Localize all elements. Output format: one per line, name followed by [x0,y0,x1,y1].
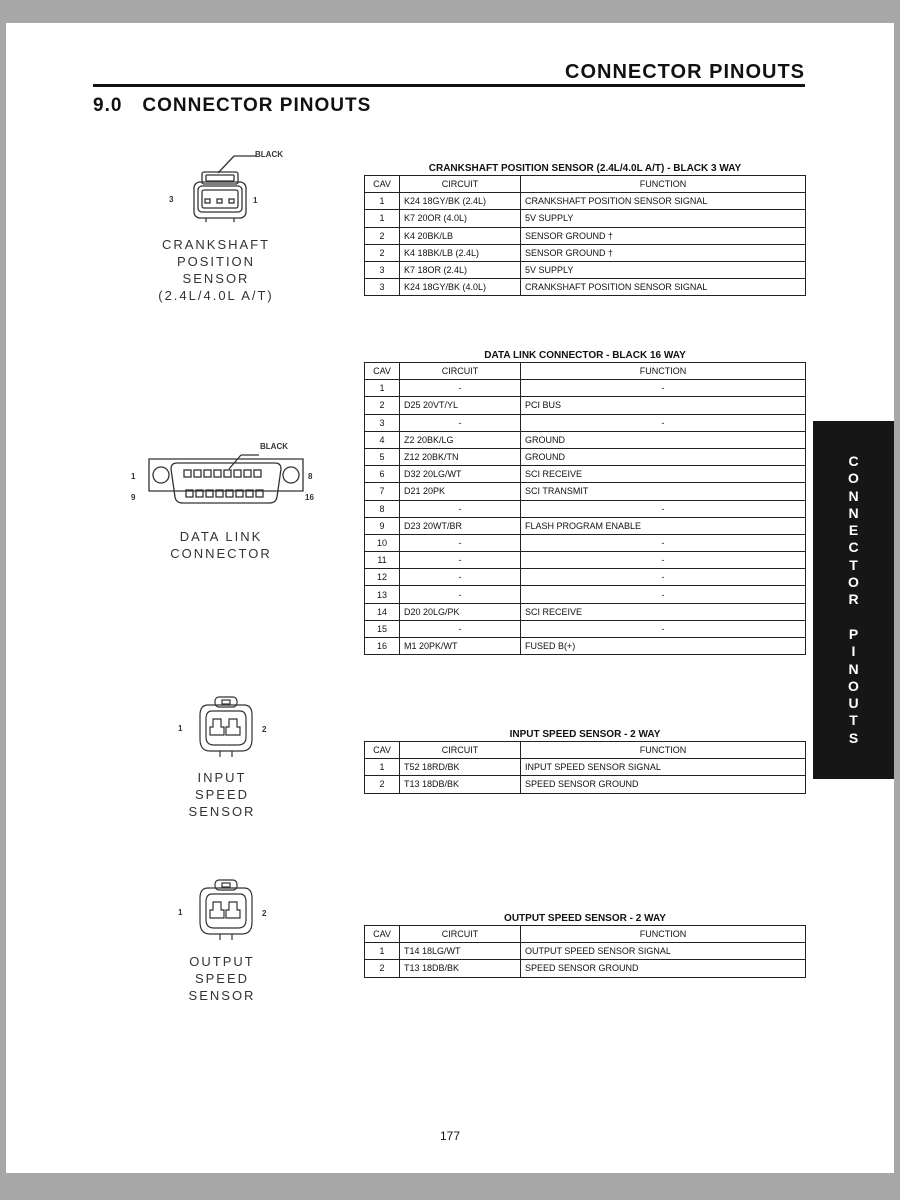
cell-function: SCI RECEIVE [521,466,806,483]
cell-function: - [521,534,806,551]
input-diagram-label [162,769,282,820]
cell-circuit: - [400,534,521,551]
cell-cav: 16 [365,638,400,655]
table-row [365,380,806,397]
cell-cav: 1 [365,210,400,227]
output-pin-2: 2 [262,909,267,918]
crank-table-title: CRANKSHAFT POSITION SENSOR (2.4L/4.0L A/T) - BLACK 3 WAY [428,163,742,174]
input-pinout-table [364,741,806,794]
cell-function: 5V SUPPLY [521,261,806,278]
side-tab-letter: C [848,539,859,556]
cell-function: SCI TRANSMIT [521,483,806,500]
cell-function: - [521,380,806,397]
cell-circuit: D23 20WT/BR [400,517,521,534]
cell-function: CRANKSHAFT POSITION SENSOR SIGNAL [521,193,806,210]
output-pin-1: 1 [178,908,183,917]
side-tab-letter: N [848,504,859,521]
side-tab-letter: N [848,660,859,677]
cell-circuit: T13 18DB/BK [400,776,521,793]
table-row [365,569,806,586]
input-speed-sensor-connector-diagram [196,693,256,763]
table-header-row [365,363,806,380]
page-number: 177 [439,1129,461,1143]
cell-cav: 1 [365,759,400,776]
cell-circuit: D21 20PK [400,483,521,500]
cell-function: CRANKSHAFT POSITION SENSOR SIGNAL [521,279,806,296]
cell-cav: 3 [365,414,400,431]
section-side-tab [813,421,894,779]
input-label-line: INPUT [197,770,247,785]
dlc-label-line: DATA LINK [179,529,263,544]
col-circuit: CIRCUIT [400,176,521,193]
cell-function: GROUND [521,448,806,465]
cell-circuit: K4 18BK/LB (2.4L) [400,244,521,261]
side-tab-letter: P [848,625,859,642]
col-cav: CAV [365,742,400,759]
cell-circuit: - [400,620,521,637]
cell-circuit: - [400,552,521,569]
table-row [365,227,806,244]
table-row [365,759,806,776]
dlc-table-title: DATA LINK CONNECTOR - BLACK 16 WAY [484,350,686,361]
cell-function: SPEED SENSOR GROUND [521,776,806,793]
table-row [365,193,806,210]
cell-cav: 2 [365,244,400,261]
cell-cav: 10 [365,534,400,551]
crank-label-line: CRANKSHAFT [161,237,271,252]
cell-cav: 9 [365,517,400,534]
header-rule [93,84,805,87]
cell-cav: 2 [365,227,400,244]
output-table-title: OUTPUT SPEED SENSOR - 2 WAY [504,913,666,924]
input-table-body [365,759,806,793]
table-row [365,534,806,551]
cell-function: - [521,586,806,603]
table-row [365,466,806,483]
cell-circuit: K7 20OR (4.0L) [400,210,521,227]
table-row [365,943,806,960]
cell-circuit: D25 20VT/YL [400,397,521,414]
section-number: 9.0 [93,95,123,116]
cell-circuit: - [400,569,521,586]
table-row [365,638,806,655]
cell-circuit: D20 20LG/PK [400,603,521,620]
cell-function: SENSOR GROUND † [521,244,806,261]
cell-cav: 8 [365,500,400,517]
table-row [365,279,806,296]
cell-cav: 1 [365,943,400,960]
input-pin-1: 1 [178,724,183,733]
output-speed-sensor-connector-diagram [196,876,256,946]
side-tab-letter: T [849,712,858,729]
cell-cav: 13 [365,586,400,603]
manual-page [6,23,894,1173]
cell-cav: 14 [365,603,400,620]
col-cav: CAV [365,363,400,380]
crank-label-line: POSITION [176,254,256,269]
cell-circuit: T13 18DB/BK [400,960,521,977]
table-row [365,448,806,465]
dlc-pin-16: 16 [305,493,314,502]
cell-function: - [521,500,806,517]
cell-circuit: K4 20BK/LB [400,227,521,244]
side-tab-letter: O [848,470,859,487]
col-function: FUNCTION [521,176,806,193]
cell-circuit: - [400,380,521,397]
dlc-table-body [365,380,806,655]
table-row [365,517,806,534]
cell-circuit: T14 18LG/WT [400,943,521,960]
side-tab-letter: I [851,643,856,660]
running-header: CONNECTOR PINOUTS [565,61,805,83]
output-label-line: SENSOR [188,988,256,1003]
table-row [365,431,806,448]
cell-cav: 2 [365,397,400,414]
side-tab-letter: U [848,695,859,712]
cell-function: SENSOR GROUND † [521,227,806,244]
cell-circuit: - [400,414,521,431]
side-tab-letter: R [848,591,859,608]
cell-cav: 2 [365,776,400,793]
cell-cav: 3 [365,261,400,278]
dlc-label-line: CONNECTOR [170,546,272,561]
dlc-pin-1: 1 [131,472,136,481]
cell-cav: 15 [365,620,400,637]
cell-circuit: - [400,586,521,603]
cell-circuit: Z12 20BK/TN [400,448,521,465]
input-table-title: INPUT SPEED SENSOR - 2 WAY [509,729,661,740]
cell-function: SPEED SENSOR GROUND [521,960,806,977]
cell-function: - [521,552,806,569]
table-row [365,500,806,517]
crank-pinout-table [364,175,806,296]
cell-circuit: K7 18OR (2.4L) [400,261,521,278]
dlc-color-label: BLACK [260,442,288,451]
table-row [365,552,806,569]
table-row [365,414,806,431]
cell-circuit: D32 20LG/WT [400,466,521,483]
col-function: FUNCTION [521,926,806,943]
side-tab-letter: O [848,677,859,694]
cell-cav: 3 [365,279,400,296]
crank-label-line: SENSOR [182,271,250,286]
cell-function: 5V SUPPLY [521,210,806,227]
cell-function: - [521,414,806,431]
output-pinout-table [364,925,806,978]
table-row [365,397,806,414]
dlc-diagram-label [156,528,286,562]
cell-cav: 2 [365,960,400,977]
output-label-line: SPEED [194,971,250,986]
cell-cav: 6 [365,466,400,483]
col-cav: CAV [365,926,400,943]
cell-circuit: - [400,500,521,517]
table-header-row [365,742,806,759]
cell-function: GROUND [521,431,806,448]
cell-cav: 1 [365,380,400,397]
table-row [365,776,806,793]
cell-circuit: K24 18GY/BK (2.4L) [400,193,521,210]
dlc-pinout-table [364,362,806,655]
cell-function: - [521,620,806,637]
table-row [365,483,806,500]
table-row [365,261,806,278]
cell-circuit: M1 20PK/WT [400,638,521,655]
output-label-line: OUTPUT [189,954,255,969]
input-label-line: SENSOR [188,804,256,819]
table-row [365,210,806,227]
section-title: CONNECTOR PINOUTS [142,95,372,116]
cell-cav: 11 [365,552,400,569]
side-tab-letter: C [848,452,859,469]
table-row [365,586,806,603]
cell-function: PCI BUS [521,397,806,414]
crank-pin-1: 1 [253,196,258,205]
col-cav: CAV [365,176,400,193]
cell-function: SCI RECEIVE [521,603,806,620]
crank-pin-3: 3 [169,195,174,204]
cell-cav: 1 [365,193,400,210]
crank-diagram-label [146,236,286,304]
col-circuit: CIRCUIT [400,363,521,380]
table-row [365,960,806,977]
table-row [365,603,806,620]
crank-label-line: (2.4L/4.0L A/T) [158,288,274,303]
cell-cav: 12 [365,569,400,586]
side-tab-letter: N [848,487,859,504]
cell-circuit: Z2 20BK/LG [400,431,521,448]
dlc-pin-8: 8 [308,472,313,481]
table-row [365,620,806,637]
cell-function: INPUT SPEED SENSOR SIGNAL [521,759,806,776]
side-tab-letter: S [848,729,859,746]
cell-function: FUSED B(+) [521,638,806,655]
table-row [365,244,806,261]
cell-function: OUTPUT SPEED SENSOR SIGNAL [521,943,806,960]
cell-cav: 7 [365,483,400,500]
side-tab-letter: O [848,574,859,591]
output-diagram-label [162,953,282,1004]
input-label-line: SPEED [194,787,250,802]
table-header-row [365,176,806,193]
dlc-pin-9: 9 [131,493,136,502]
side-tab-letter: T [849,556,858,573]
col-function: FUNCTION [521,742,806,759]
section-heading [93,95,371,117]
crankshaft-sensor-connector-diagram [186,148,296,243]
col-circuit: CIRCUIT [400,926,521,943]
side-tab-letter: E [848,522,859,539]
col-circuit: CIRCUIT [400,742,521,759]
cell-cav: 5 [365,448,400,465]
crank-table-body [365,193,806,296]
col-function: FUNCTION [521,363,806,380]
output-table-body [365,943,806,977]
cell-function: FLASH PROGRAM ENABLE [521,517,806,534]
cell-cav: 4 [365,431,400,448]
cell-circuit: K24 18GY/BK (4.0L) [400,279,521,296]
input-pin-2: 2 [262,725,267,734]
cell-function: - [521,569,806,586]
table-header-row [365,926,806,943]
cell-circuit: T52 18RD/BK [400,759,521,776]
crank-color-label: BLACK [255,150,283,159]
